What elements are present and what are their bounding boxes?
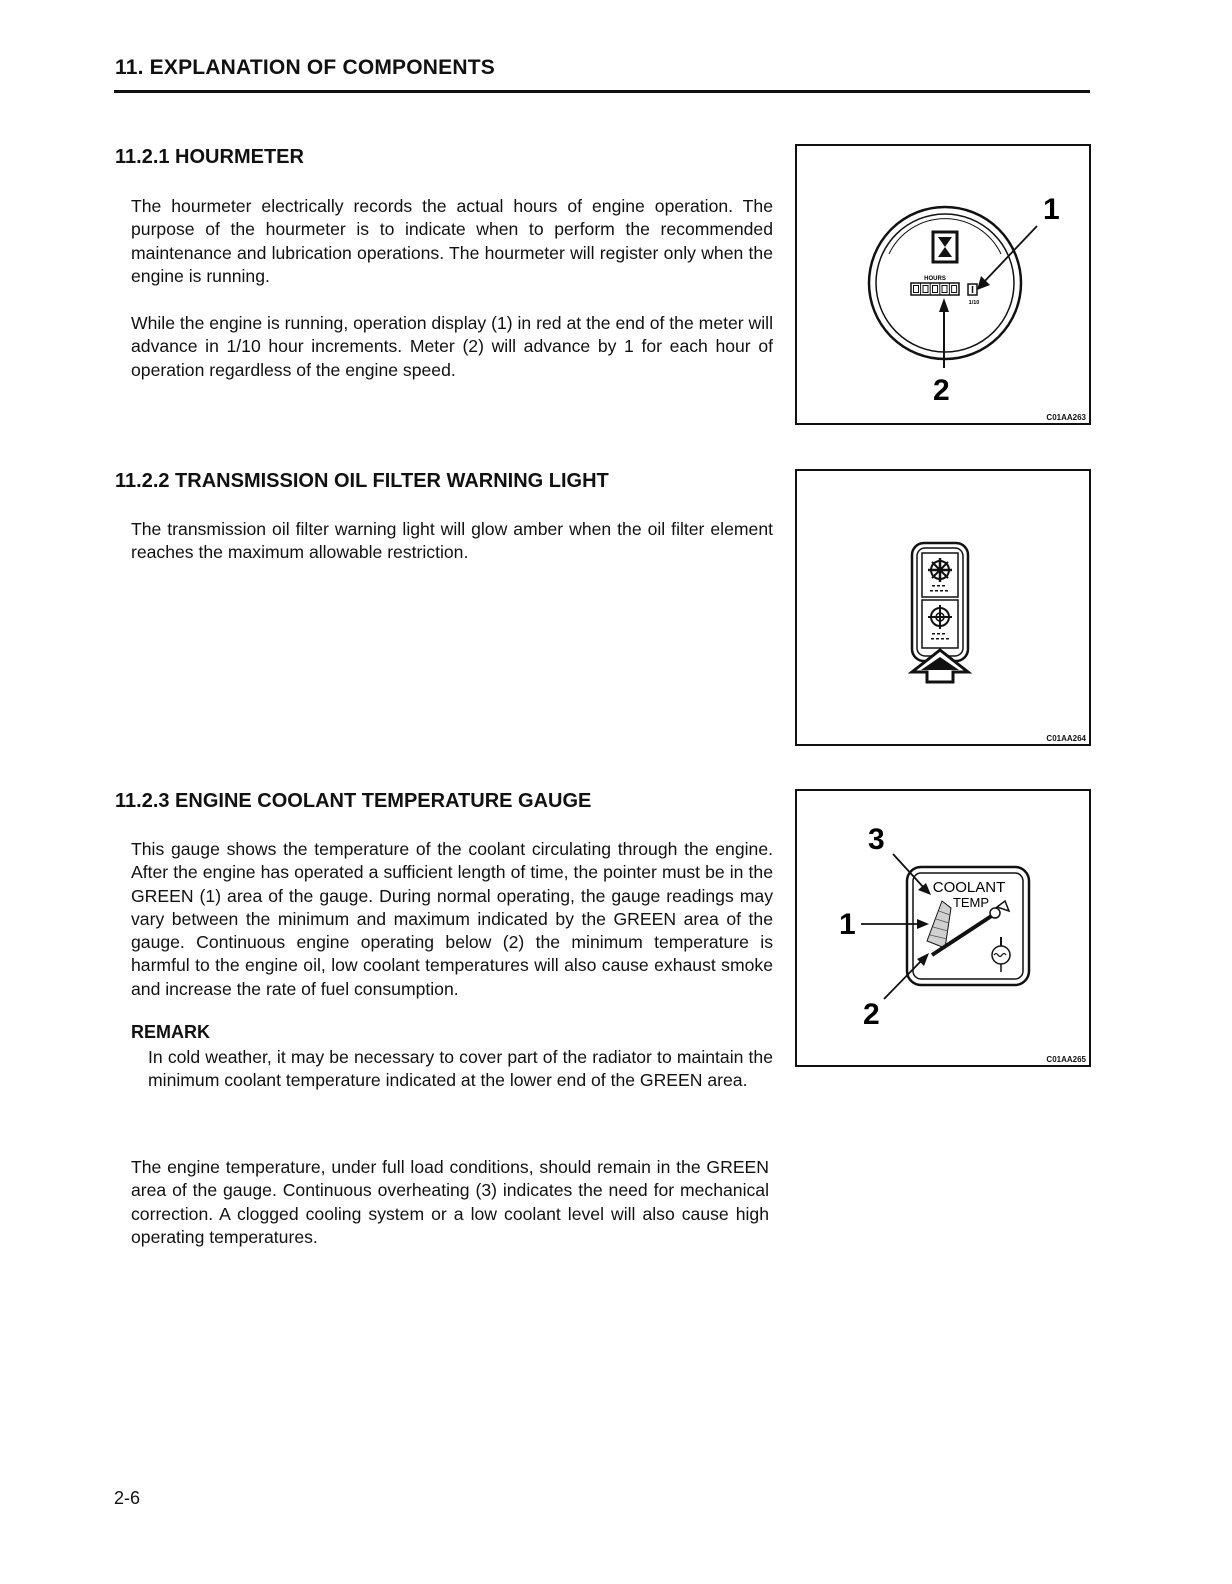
hourmeter-illustration xyxy=(797,146,1093,427)
section-title-coolant: 11.2.3 ENGINE COOLANT TEMPERATURE GAUGE xyxy=(115,790,592,812)
gauge-label-line-2: TEMP xyxy=(952,895,990,910)
callout-1-label: 1 xyxy=(839,908,856,941)
filter-warning-illustration xyxy=(797,471,1093,748)
hourglass-icon xyxy=(933,232,957,262)
section-title-filter: 11.2.2 TRANSMISSION OIL FILTER WARNING LIGHT xyxy=(115,470,609,492)
remark-text: In cold weather, it may be necessary to cover part of the radiator to maintain the minimum coolant temperature indicated at the lower end of the GREEN area. xyxy=(148,1047,773,1091)
hourmeter-figure xyxy=(795,144,1091,425)
coolant-paragraph-2: The engine temperature, under full load conditions, should remain in the GREEN area of the gauge. Continuous overheating (3) indicates the need for mechanical correction. A clogged cooling system or a low coolant level will also cause high operating temperatures. xyxy=(131,1157,769,1247)
page-header-title: 11. EXPLANATION OF COMPONENTS xyxy=(115,56,495,79)
filter-warning-figure xyxy=(795,469,1091,746)
filter-paragraph-1: The transmission oil filter warning light will glow amber when the oil filter element reaches the maximum allowable restriction. xyxy=(131,519,773,563)
callout-2-arrowhead xyxy=(939,298,949,312)
figure-code: C01AA264 xyxy=(1046,734,1086,743)
callout-1-label: 1 xyxy=(1043,193,1060,226)
coolant-gauge-figure xyxy=(795,789,1091,1067)
header-rule xyxy=(114,90,1090,93)
figure-code: C01AA263 xyxy=(1046,413,1086,422)
gauge-label-line-1: COOLANT xyxy=(932,879,1006,896)
section-title-hourmeter: 11.2.1 HOURMETER xyxy=(115,146,304,168)
callout-2-label: 2 xyxy=(933,374,950,407)
tenths-label: 1/10 xyxy=(968,300,980,306)
hourmeter-paragraph-1: The hourmeter electrically records the actual hours of engine operation. The purpose of the hourmeter is to indicate when to perform the recommended maintenance and lubrication operations. The hourmeter will register only when the engine is running. xyxy=(131,196,773,286)
coolant-paragraph-1: This gauge shows the temperature of the coolant circulating through the engine. After the engine has operated a sufficient length of time, the pointer must be in the GREEN (1) area of the gauge. During normal operating, the gauge readings may vary between the minimum and maximum indicated by the GREEN area of the gauge. Continuous engine operating below (2) the minimum temperature is harmful to the engine oil, low coolant temperatures will also cause exhaust smoke and increase the rate of fuel consumption. xyxy=(131,839,773,999)
figure-code: C01AA265 xyxy=(1046,1055,1086,1064)
callout-2-label: 2 xyxy=(863,998,880,1031)
page-number: 2-6 xyxy=(114,1488,141,1508)
hour-counter-digits xyxy=(911,283,959,295)
coolant-gauge-illustration xyxy=(797,791,1093,1069)
remark-title: REMARK xyxy=(131,1022,210,1042)
callout-1-leader xyxy=(983,226,1037,283)
hours-label: HOURS xyxy=(924,276,946,282)
hourmeter-paragraph-2: While the engine is running, operation display (1) in red at the end of the meter will advance in 1/10 hour increments. Meter (2) will advance by 1 for each hour of operation regardless of the engine speed. xyxy=(131,313,773,380)
callout-3-label: 3 xyxy=(868,823,885,856)
